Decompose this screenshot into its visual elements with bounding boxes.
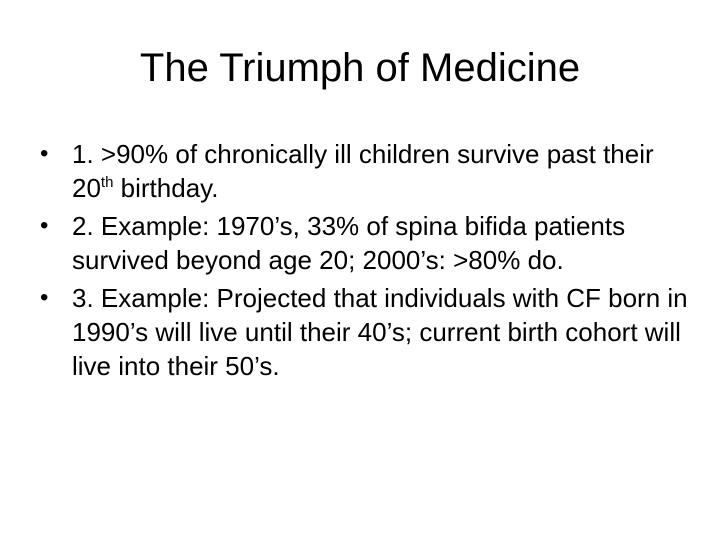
bullet-item-2 [40,209,700,277]
bullet-marker: • [40,284,49,311]
bullet-text-1-main: 1. >90% of chronically ill children survive past their 20 [72,139,654,203]
bullet-marker: • [40,140,49,167]
bullet-text-3: 3. Example: Projected that individuals with CF born in 1990’s will live until their 40’s; current birth cohort will live into their 50’s. [72,283,688,381]
bullet-marker: • [40,212,49,239]
bullet-item-3 [40,281,700,383]
bullet-text-1-end: birthday. [113,173,219,203]
bullet-text-2: 2. Example: 1970’s, 33% of spina bifida patients survived beyond age 20; 2000’s: >80% do. [72,211,626,275]
bullet-list [40,137,700,387]
slide-title: The Triumph of Medicine [139,46,581,90]
bullet-text-1-superscript: th [100,174,114,191]
bullet-text-1 [72,139,654,203]
bullet-item-1 [40,137,700,205]
